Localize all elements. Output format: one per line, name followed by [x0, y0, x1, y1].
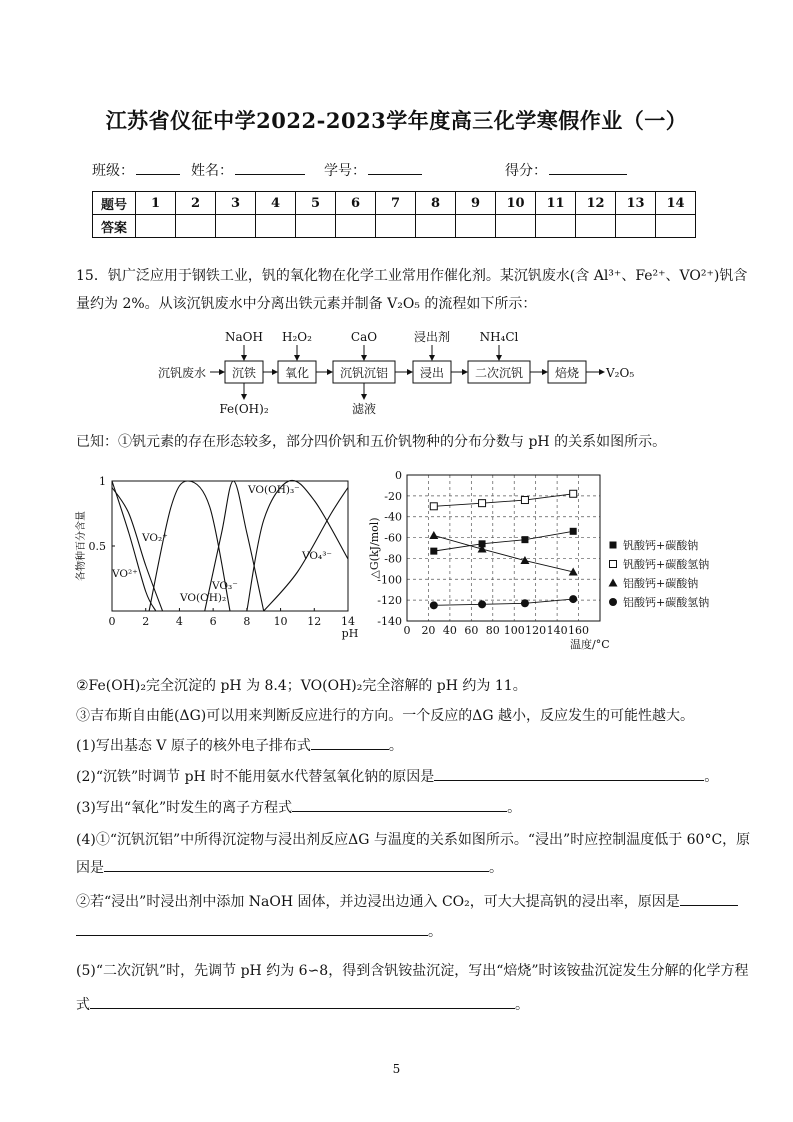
x-tick-label: 40: [442, 624, 457, 637]
question-number-cell: 1: [136, 192, 176, 215]
question-number-cell: 8: [416, 192, 456, 215]
question-number-cell: 10: [496, 192, 536, 215]
legend-marker: [610, 561, 617, 568]
x-tick-label: 6: [209, 615, 217, 628]
question-5-line2: [76, 994, 529, 1016]
name-field[interactable]: [191, 160, 305, 180]
data-point: [430, 503, 437, 510]
flow-start: 沉钒废水: [158, 366, 207, 380]
flow-step: 氧化: [284, 366, 310, 380]
flow-output: Fe(OH)₂: [219, 402, 269, 416]
data-point: [479, 500, 486, 507]
legend-label: 钒酸钙+碳酸钠: [623, 539, 699, 552]
legend-marker: [610, 542, 617, 549]
answer-cell[interactable]: [256, 215, 296, 238]
name-label: 姓名：: [191, 163, 233, 179]
page-number: 5: [392, 1062, 401, 1076]
flow-input: NaOH: [225, 330, 263, 344]
question-number-cell: 14: [656, 192, 696, 215]
question-5-line1: (5)“二次沉钒”时，先调节 pH 约为 6∽8，得到含钒铵盐沉淀，写出“焙烧”时该铵盐沉淀发生分解的化学方程: [76, 963, 749, 979]
series-line: [434, 535, 573, 572]
page-title: 江苏省仪征中学2022-2023学年度高三化学寒假作业（一）: [105, 108, 688, 133]
question-3-text: (3)写出“氧化”时发生的离子方程式: [76, 800, 293, 816]
flow-input: NH₄Cl: [479, 330, 519, 344]
data-point: [570, 490, 577, 497]
legend-label: 铝酸钙+碳酸氢钠: [623, 596, 710, 609]
data-point: [429, 531, 438, 539]
row-header: 答案: [93, 215, 136, 238]
x-tick-label: 140: [546, 624, 568, 637]
answer-table: [92, 191, 696, 238]
y-tick-label: -120: [377, 594, 402, 608]
question-4b-blank-continued[interactable]: [76, 921, 428, 936]
answer-row: [93, 215, 696, 238]
class-field[interactable]: [92, 160, 180, 180]
data-point: [570, 528, 577, 535]
answer-cell[interactable]: [536, 215, 576, 238]
question-2-blank[interactable]: [434, 766, 704, 781]
question-2: [76, 766, 718, 788]
score-field[interactable]: [505, 160, 627, 180]
legend-marker: [609, 598, 617, 606]
question-1-blank[interactable]: [311, 735, 389, 750]
series-label: VO₂⁺: [142, 532, 168, 544]
answer-cell[interactable]: [336, 215, 376, 238]
flow-step: 焙烧: [554, 366, 580, 380]
known-condition-1: 已知：①钒元素的存在形态较多，部分四价钒和五价钒物种的分布分数与 pH 的关系如图所示。: [76, 434, 667, 450]
question-1: [76, 735, 403, 757]
y-tick-label: -140: [377, 615, 402, 628]
question-2-text: (2)“沉铁”时调节 pH 时不能用氨水代替氢氧化钠的原因是: [76, 769, 435, 785]
answer-cell[interactable]: [136, 215, 176, 238]
question-number-cell: 3: [216, 192, 256, 215]
data-point: [478, 600, 486, 608]
x-tick-label: 100: [503, 624, 525, 637]
x-tick-label: 0: [403, 624, 411, 637]
question-4b: [76, 891, 738, 913]
flow-input: 浸出剂: [413, 330, 451, 344]
y-axis-label: △G(kJ/mol): [368, 517, 381, 579]
question-5-text: 式: [76, 997, 90, 1013]
answer-cell[interactable]: [616, 215, 656, 238]
answer-cell[interactable]: [216, 215, 256, 238]
distribution-curve: [112, 481, 156, 611]
score-label: 得分：: [505, 163, 547, 179]
question-number-cell: 6: [336, 192, 376, 215]
known-condition-2: ②Fe(OH)₂完全沉淀的 pH 为 8.4；VO(OH)₂完全溶解的 pH 约为 11。: [76, 678, 527, 694]
y-tick-label: -80: [384, 552, 402, 566]
question-number-cell: 5: [296, 192, 336, 215]
answer-cell[interactable]: [416, 215, 456, 238]
question-number-row: [93, 192, 696, 215]
series-label: VO₃⁻: [212, 580, 238, 592]
distribution-curve: [247, 480, 348, 611]
flow-product: V₂O₅: [606, 366, 635, 380]
question-4a-line1: (4)①“沉钒沉铝”中所得沉淀物与浸出剂反应ΔG 与温度的关系如图所示。“浸出”时应控制温度低于 60°C，原: [76, 832, 751, 848]
x-tick-label: 12: [307, 615, 322, 628]
answer-cell[interactable]: [576, 215, 616, 238]
data-point: [430, 548, 437, 555]
period: 。: [489, 860, 503, 876]
question-4b-text: ②若“浸出”时浸出剂中添加 NaOH 固体，并边浸出边通入 CO₂，可大大提高钒的浸出率，原因是: [76, 894, 680, 910]
y-tick-label: 0.5: [88, 540, 106, 553]
y-tick-label: -20: [384, 489, 402, 503]
distribution-curve: [112, 488, 163, 612]
flow-input: H₂O₂: [282, 330, 312, 344]
student-id-field[interactable]: [324, 160, 422, 180]
answer-cell[interactable]: [176, 215, 216, 238]
x-tick-label: 2: [142, 615, 150, 628]
data-point: [430, 601, 438, 609]
x-tick-label: 0: [108, 615, 116, 628]
y-tick-label: 0: [395, 469, 402, 482]
flow-step: 沉铁: [231, 366, 257, 380]
delta-g-temperature-chart: [365, 465, 725, 655]
data-point: [521, 599, 529, 607]
row-header: 题号: [93, 192, 136, 215]
series-label: VO²⁺: [112, 568, 138, 580]
question-4a-text: 因是: [76, 860, 104, 876]
question-number-cell: 4: [256, 192, 296, 215]
known-condition-3: ③吉布斯自由能(ΔG)可以用来判断反应进行的方向。一个反应的ΔG 越小，反应发生的可能性越大。: [76, 708, 694, 724]
species-distribution-chart: [72, 465, 362, 655]
x-axis-label: pH: [341, 627, 359, 640]
process-flow-diagram: [150, 325, 650, 420]
class-label: 班级：: [92, 163, 134, 179]
data-point: [521, 497, 528, 504]
question-1-text: (1)写出基态 V 原子的核外电子排布式: [76, 738, 311, 754]
answer-cell[interactable]: [456, 215, 496, 238]
answer-cell[interactable]: [656, 215, 696, 238]
x-tick-label: 160: [568, 624, 590, 637]
flow-output: 滤液: [351, 402, 377, 416]
x-tick-label: 120: [525, 624, 547, 637]
question-number-cell: 7: [376, 192, 416, 215]
question-3-blank[interactable]: [292, 797, 507, 812]
question-number-cell: 2: [176, 192, 216, 215]
y-tick-label: -60: [384, 531, 402, 545]
x-tick-label: 20: [421, 624, 436, 637]
x-tick-label: 4: [175, 615, 183, 628]
legend-label: 钒酸钙+碳酸氢钠: [623, 558, 710, 571]
x-tick-label: 60: [464, 624, 479, 637]
answer-cell[interactable]: [376, 215, 416, 238]
period: 。: [515, 997, 529, 1013]
period: 。: [704, 769, 719, 785]
y-axis-label: 各物种百分含量: [76, 511, 87, 581]
legend-label: 铝酸钙+碳酸钠: [623, 577, 699, 590]
question-4b-blank[interactable]: [680, 891, 738, 906]
question-4a-line2: [76, 857, 503, 879]
y-tick-label: -40: [384, 510, 402, 524]
id-label: 学号：: [324, 163, 366, 179]
x-tick-label: 14: [341, 615, 355, 628]
question-number-cell: 11: [536, 192, 576, 215]
flow-input: CaO: [350, 330, 378, 344]
data-point: [569, 595, 577, 603]
answer-cell[interactable]: [296, 215, 336, 238]
x-tick-label: 80: [485, 624, 500, 637]
question-number-cell: 13: [616, 192, 656, 215]
x-tick-label: 8: [243, 615, 251, 628]
question-number-cell: 12: [576, 192, 616, 215]
question-stem-line2: 量约为 2%。从该沉钒废水中分离出铁元素并制备 V₂O₅ 的流程如下所示：: [76, 296, 537, 312]
series-label: VO₄³⁻: [302, 550, 332, 562]
question-4b-line2: [76, 921, 442, 943]
flow-step: 浸出: [419, 366, 445, 380]
question-stem-line1: 15．钒广泛应用于钢铁工业，钒的氧化物在化学工业常用作催化剂。某沉钒废水(含 Al³⁺、Fe²⁺、VO²⁺)钒含: [76, 268, 748, 284]
question-number-cell: 9: [456, 192, 496, 215]
question-3: [76, 797, 521, 819]
period: 。: [428, 924, 442, 940]
period: 。: [388, 738, 403, 754]
data-point: [521, 536, 528, 543]
question-4a-blank[interactable]: [104, 857, 489, 872]
question-5-blank[interactable]: [90, 994, 515, 1009]
period: 。: [507, 800, 522, 816]
flow-step: 沉钒沉铝: [339, 366, 389, 380]
flow-step: 二次沉钒: [474, 366, 524, 380]
x-axis-label: 温度/°C: [570, 638, 610, 651]
answer-cell[interactable]: [496, 215, 536, 238]
y-tick-label: 1: [99, 475, 106, 488]
series-label: VO(OH)₂: [180, 592, 227, 604]
series-label: VO(OH)₃⁻: [248, 484, 300, 496]
legend-marker: [609, 579, 618, 587]
y-tick-label: -100: [377, 573, 402, 587]
x-tick-label: 10: [273, 615, 288, 628]
